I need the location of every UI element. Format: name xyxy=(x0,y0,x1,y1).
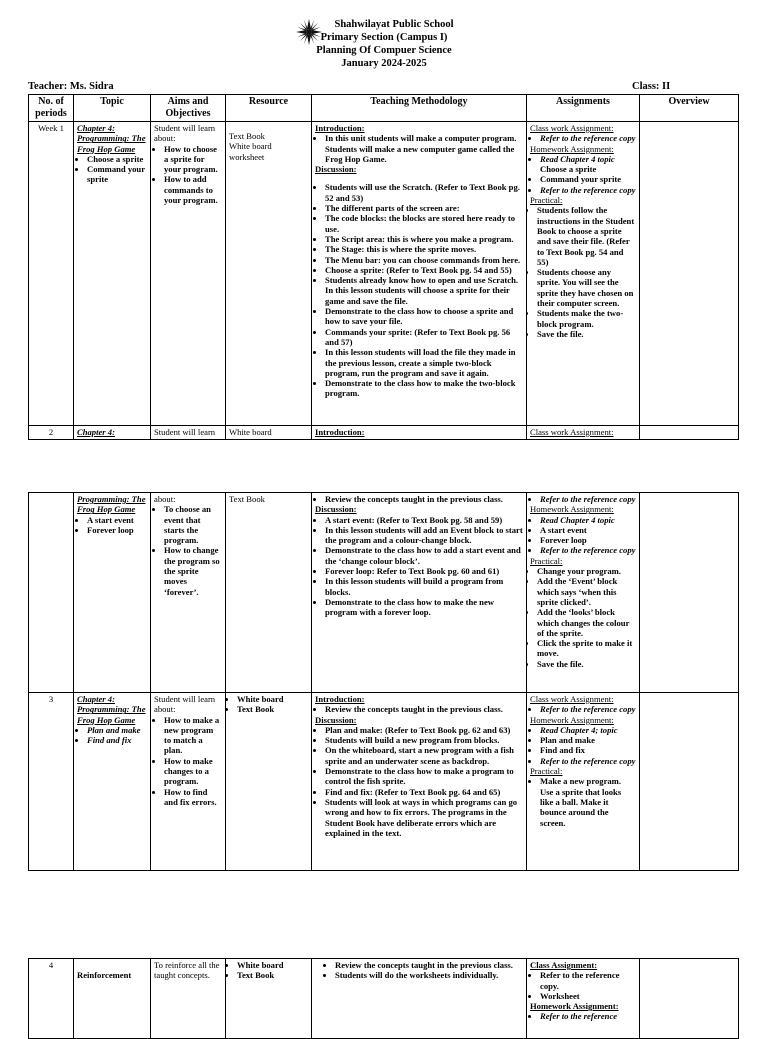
classwork-label: Class Assignment: xyxy=(530,960,598,970)
list-item: • Command your sprite xyxy=(87,164,147,185)
list-item: • Review the concepts taught in the previous class. xyxy=(325,704,523,714)
table-row xyxy=(29,693,739,871)
intro-label: Introduction: xyxy=(315,694,365,704)
overview-cell xyxy=(640,426,739,440)
list-item: • Review the concepts taught in the previous class. xyxy=(325,494,523,504)
list-item: • A start event xyxy=(87,515,147,525)
aims-cell xyxy=(151,693,226,871)
resource-item: Text Book xyxy=(229,131,265,141)
topic-cell: Reinforcement xyxy=(74,959,151,1039)
topic-cell xyxy=(74,493,151,693)
list-item: • Refer to the reference copy xyxy=(540,133,636,143)
list-item: • How to add commands to your program. xyxy=(164,174,222,205)
list-item: • In this lesson students will build a program from blocks. xyxy=(325,576,523,597)
col-header-resource: Resource xyxy=(226,95,312,122)
methodology-cell: Introduction: xyxy=(312,426,527,440)
list-item: • Add the ‘looks’ block which changes the colour of the sprite. xyxy=(537,607,636,638)
period-cell xyxy=(29,493,74,693)
list-item: • Choose a sprite xyxy=(87,154,147,164)
list-item: • A start event xyxy=(540,525,636,535)
list-item: • Save the file. xyxy=(537,329,636,339)
plan-table-page-2 xyxy=(28,492,739,871)
list-item: • Students will use the Scratch. (Refer to Text Book pg. 52 and 53) xyxy=(325,182,523,203)
list-item: • On the whiteboard, start a new program with a fish sprite and an underwater scene as backdrop. xyxy=(325,745,523,766)
aims-intro: Student will learn about: xyxy=(154,694,216,715)
list-item: • Add the ‘Event’ block which says ‘when this sprite clicked’. xyxy=(537,576,636,607)
list-item: • Students will do the worksheets individually. xyxy=(335,970,523,980)
list-item: • Students follow the instructions in the Student Book to choose a sprite and save their file. (Refer to Text Book pg. 54 and 55) xyxy=(537,205,636,267)
table-row xyxy=(29,122,739,426)
list-item: • Forever loop: Refer to Text Book pg. 60 and 61) xyxy=(325,566,523,576)
resource-item: worksheet xyxy=(229,151,265,162)
list-item: • Demonstrate to the class how to make the new program with a forever loop. xyxy=(325,597,523,618)
teacher-name: Teacher: Ms. Sidra xyxy=(28,81,114,92)
list-item: • Demonstrate to the class how to make the two-block program. xyxy=(325,378,523,399)
overview-cell xyxy=(640,493,739,693)
list-item: • Students already know how to open and use Scratch. In this lesson students will choose a sprite for their game and save the file. xyxy=(325,275,523,306)
homework-label: Homework Assignment: xyxy=(530,143,614,154)
list-item: • Find and fix: (Refer to Text Book pg. 64 and 65) xyxy=(325,787,523,797)
document-header xyxy=(0,18,768,70)
classwork-label: Class work Assignment: xyxy=(530,123,614,133)
period-cell: 2 xyxy=(29,426,74,440)
list-item: • How to choose a sprite for your program. xyxy=(164,144,222,175)
list-item: • Read Chapter 4 topic xyxy=(540,515,636,525)
resource-cell: Text Book xyxy=(226,493,312,693)
plan-title: Planning Of Compuer Science xyxy=(316,45,452,56)
table-row xyxy=(29,959,739,1039)
col-header-periods: No. of periods xyxy=(29,95,74,122)
list-item: • Choose a sprite: (Refer to Text Book pg. 54 and 55) xyxy=(325,265,523,275)
assignments-cell: Class work Assignment: xyxy=(527,426,640,440)
resource-cell xyxy=(226,122,312,426)
methodology-cell xyxy=(312,122,527,426)
topic-title: Programming: The Frog Hop Game xyxy=(77,494,146,515)
list-item: • Demonstrate to the class how to choose a sprite and how to save your file. xyxy=(325,306,523,327)
overview-cell xyxy=(640,122,739,426)
aims-intro: Student will learn about: xyxy=(154,123,216,144)
discussion-label: Discussion: xyxy=(315,164,357,175)
class-label: Class: II xyxy=(632,81,671,92)
assignments-cell xyxy=(527,693,640,871)
resource-item: • Text Book xyxy=(237,704,308,714)
list-item: • Refer to the reference copy. xyxy=(540,970,636,991)
list-item: Choose a sprite xyxy=(540,164,597,175)
aims-cell xyxy=(151,122,226,426)
col-header-aims: Aims and Objectives xyxy=(151,95,226,122)
list-item: • Demonstrate to the class how to add a start event and the ‘change colour block’. xyxy=(325,545,523,566)
intro-label: Introduction: xyxy=(315,123,365,133)
list-item: • Students choose any sprite. You will see the sprite they have chosen on their computer screen. xyxy=(537,267,636,308)
topic-title: Chapter 4: Programming: The Frog Hop Game xyxy=(77,694,146,725)
list-item: • Worksheet xyxy=(540,991,636,1001)
aims-cell: To reinforce all the taught concepts. xyxy=(151,959,226,1039)
col-header-methodology: Teaching Methodology xyxy=(312,95,527,122)
resource-cell: White board xyxy=(226,426,312,440)
list-item: • The code blocks: the blocks are stored here ready to use. xyxy=(325,213,523,234)
homework-label: Homework Assignment: xyxy=(530,504,614,515)
list-item: • Plan and make xyxy=(87,725,147,735)
list-item: • How to make changes to a program. xyxy=(164,756,222,787)
list-item: • The Menu bar: you can choose commands from here. xyxy=(325,255,523,265)
topic-title: Chapter 4: Programming: The Frog Hop Game xyxy=(77,123,146,154)
list-item: • Commands your sprite: (Refer to Text Book pg. 56 and 57) xyxy=(325,327,523,348)
list-item: • Forever loop xyxy=(87,525,147,535)
list-item: • Refer to the reference xyxy=(540,1011,636,1021)
plan-table-page-3 xyxy=(28,958,739,1039)
list-item: • The Stage: this is where the sprite moves. xyxy=(325,244,523,254)
practical-label: Practical: xyxy=(530,766,563,777)
assignments-cell xyxy=(527,493,640,693)
list-item: • Read Chapter 4; topic xyxy=(540,725,636,735)
list-item: • Make a new program. Use a sprite that looks like a ball. Make it bounce around the screen. xyxy=(540,776,636,827)
period-cell: 4 xyxy=(29,959,74,1039)
resource-cell xyxy=(226,959,312,1039)
classwork-label: Class work Assignment: xyxy=(530,694,614,704)
resource-item: • White board xyxy=(237,960,308,970)
term: January 2024-2025 xyxy=(341,58,427,69)
topic-cell: Chapter 4: xyxy=(74,426,151,440)
homework-label: Homework Assignment: xyxy=(530,1001,619,1012)
methodology-cell xyxy=(312,693,527,871)
list-item: • Plan and make: (Refer to Text Book pg. 62 and 63) xyxy=(325,725,523,735)
resource-item: White board xyxy=(229,141,272,152)
topic-cell xyxy=(74,693,151,871)
topic-cell xyxy=(74,122,151,426)
period-cell: Week 1 xyxy=(29,122,74,426)
list-item: • Students will build a new program from blocks. xyxy=(325,735,523,745)
list-item: • Read Chapter 4 topic xyxy=(540,154,636,164)
list-item: • Click the sprite to make it move. xyxy=(537,638,636,659)
methodology-cell xyxy=(312,959,527,1039)
section-name: Primary Section (Campus I) xyxy=(320,32,448,43)
col-header-topic: Topic xyxy=(74,95,151,122)
list-item: • Students make the two-block program. xyxy=(537,308,636,329)
resource-item: • Text Book xyxy=(237,970,308,980)
list-item: • Review the concepts taught in the previous class. xyxy=(335,960,523,970)
list-item: • Demonstrate to the class how to make a program to control the fish sprite. xyxy=(325,766,523,787)
list-item: • Command your sprite xyxy=(540,174,636,184)
list-item: • Find and fix xyxy=(87,735,147,745)
list-item: • The different parts of the screen are: xyxy=(325,203,523,213)
table-row xyxy=(29,493,739,693)
homework-label: Homework Assignment: xyxy=(530,714,614,725)
list-item: • Refer to the reference copy xyxy=(540,545,636,555)
col-header-overview: Overview xyxy=(640,95,739,122)
list-item: • Plan and make xyxy=(540,735,636,745)
list-item: • Students will look at ways in which programs can go wrong and how to fix errors. The programs in the Student Book have deliberate errors which are explained in the text. xyxy=(325,797,523,838)
list-item: • How to find and fix errors. xyxy=(164,787,222,808)
practical-label: Practical: xyxy=(530,555,563,566)
resource-cell xyxy=(226,693,312,871)
list-item: • How to make a new program to match a plan. xyxy=(164,715,222,756)
assignments-cell xyxy=(527,959,640,1039)
aims-cell xyxy=(151,493,226,693)
list-item: • In this lesson students will load the file they made in the previous lesson, create a simple two-block program, run the program and save it again. xyxy=(325,347,523,378)
list-item: • To choose an event that starts the program. xyxy=(164,504,222,545)
list-item: • Refer to the reference copy xyxy=(540,185,636,195)
methodology-cell xyxy=(312,493,527,693)
resource-item: • White board xyxy=(237,694,308,704)
list-item: • Save the file. xyxy=(537,659,636,669)
discussion-label: Discussion: xyxy=(315,504,357,515)
aims-cell: Student will learn xyxy=(151,426,226,440)
list-item: • Forever loop xyxy=(540,535,636,545)
list-item: • Refer to the reference copy xyxy=(540,756,636,766)
school-name: Shahwilayat Public School xyxy=(334,19,454,30)
list-item: • Refer to the reference copy xyxy=(540,704,636,714)
plan-table-page-1 xyxy=(28,94,739,440)
list-item: • How to change the program so the sprite moves ‘forever’. xyxy=(164,545,222,596)
assignments-cell xyxy=(527,122,640,426)
practical-label: Practical: xyxy=(530,195,563,206)
list-item: • Refer to the reference copy xyxy=(540,494,636,504)
discussion-label: Discussion: xyxy=(315,714,357,725)
list-item: • In this lesson students will add an Event block to start the program and a colour-change block. xyxy=(325,525,523,546)
overview-cell xyxy=(640,959,739,1039)
period-cell: 3 xyxy=(29,693,74,871)
list-item: • A start event: (Refer to Text Book pg. 58 and 59) xyxy=(325,515,523,525)
overview-cell xyxy=(640,693,739,871)
list-item: • Change your program. xyxy=(537,566,636,576)
list-item: • Find and fix xyxy=(540,745,636,755)
table-row xyxy=(29,426,739,440)
col-header-assignments: Assignments xyxy=(527,95,640,122)
list-item: • In this unit students will make a computer program. Students will make a new computer game called the Frog Hop Game. xyxy=(325,133,523,164)
list-item: • The Script area: this is where you make a program. xyxy=(325,234,523,244)
aims-intro: about: xyxy=(154,494,176,504)
